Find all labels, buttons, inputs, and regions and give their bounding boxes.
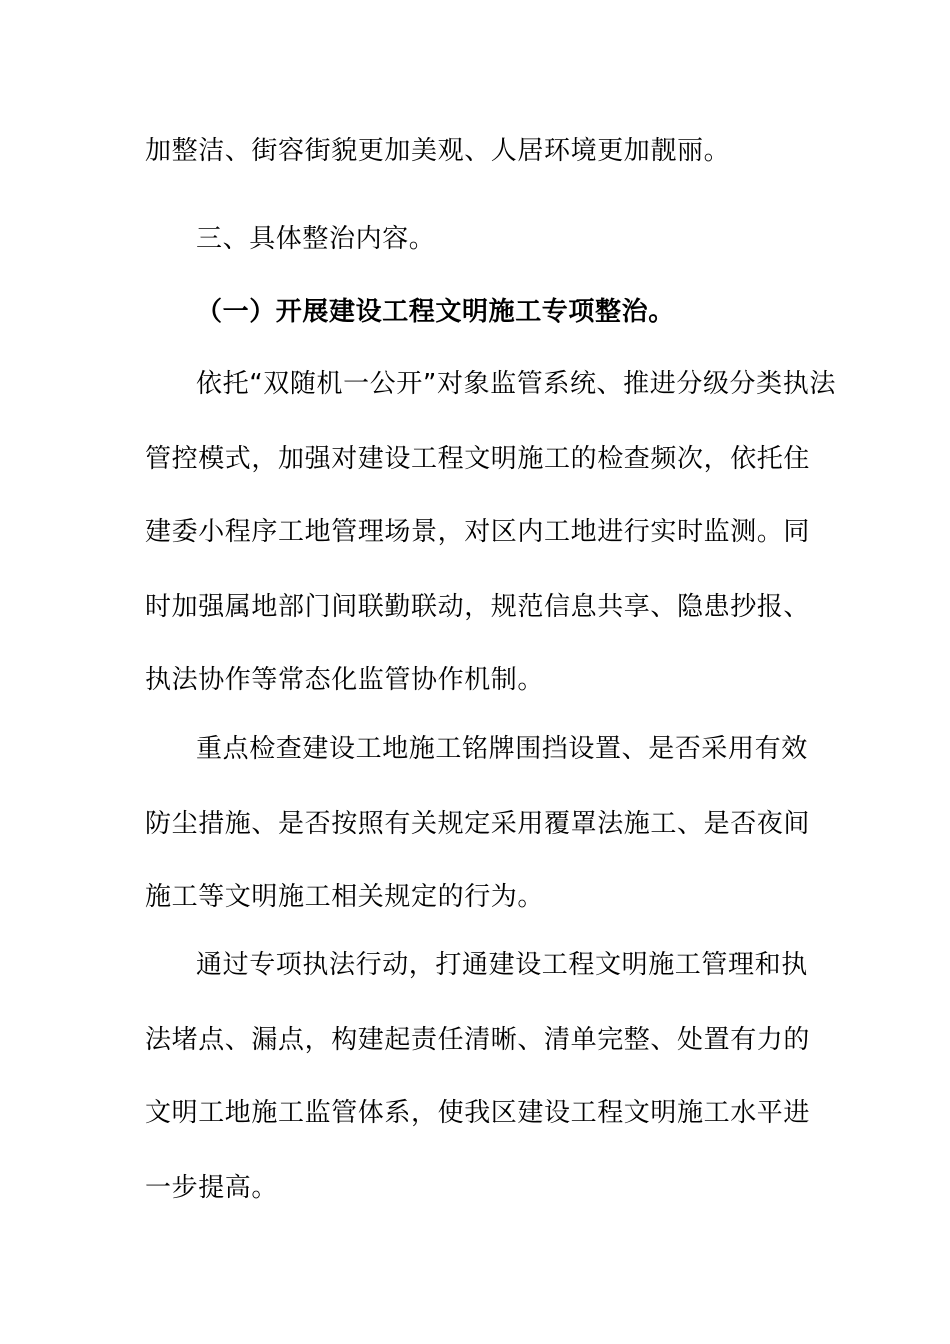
paragraph-2-line-1: 重点检查建设工地施工铭牌围挡设置、是否采用有效 bbox=[196, 734, 808, 764]
paragraph-2-line-2: 防尘措施、是否按照有关规定采用覆罩法施工、是否夜间 bbox=[145, 809, 811, 839]
paragraph-1-line-2: 管控模式，加强对建设工程文明施工的检查频次，依托住 bbox=[145, 444, 811, 474]
section-heading: 三、具体整治内容。 bbox=[196, 224, 436, 254]
paragraph-3-line-3: 文明工地施工监管体系，使我区建设工程文明施工水平进 bbox=[145, 1098, 811, 1128]
subsection-heading: （一）开展建设工程文明施工专项整治。 bbox=[196, 297, 675, 327]
paragraph-3-line-1: 通过专项执法行动，打通建设工程文明施工管理和执 bbox=[196, 950, 808, 980]
paragraph-2-line-3: 施工等文明施工相关规定的行为。 bbox=[145, 882, 545, 912]
paragraph-3-line-2: 法堵点、漏点，构建起责任清晰、清单完整、处置有力的 bbox=[145, 1025, 811, 1055]
paragraph-1-line-3: 建委小程序工地管理场景，对区内工地进行实时监测。同 bbox=[145, 517, 811, 547]
paragraph-1-line-4: 时加强属地部门间联勤联动，规范信息共享、隐患抄报、 bbox=[145, 592, 811, 622]
paragraph-continuation-line: 加整洁、街容街貌更加美观、人居环境更加靓丽。 bbox=[145, 136, 731, 166]
paragraph-1-line-5: 执法协作等常态化监管协作机制。 bbox=[145, 665, 545, 695]
paragraph-1-line-1: 依托“双随机一公开”对象监管系统、推进分级分类执法 bbox=[196, 369, 836, 399]
paragraph-3-line-4: 一步提高。 bbox=[145, 1173, 279, 1203]
